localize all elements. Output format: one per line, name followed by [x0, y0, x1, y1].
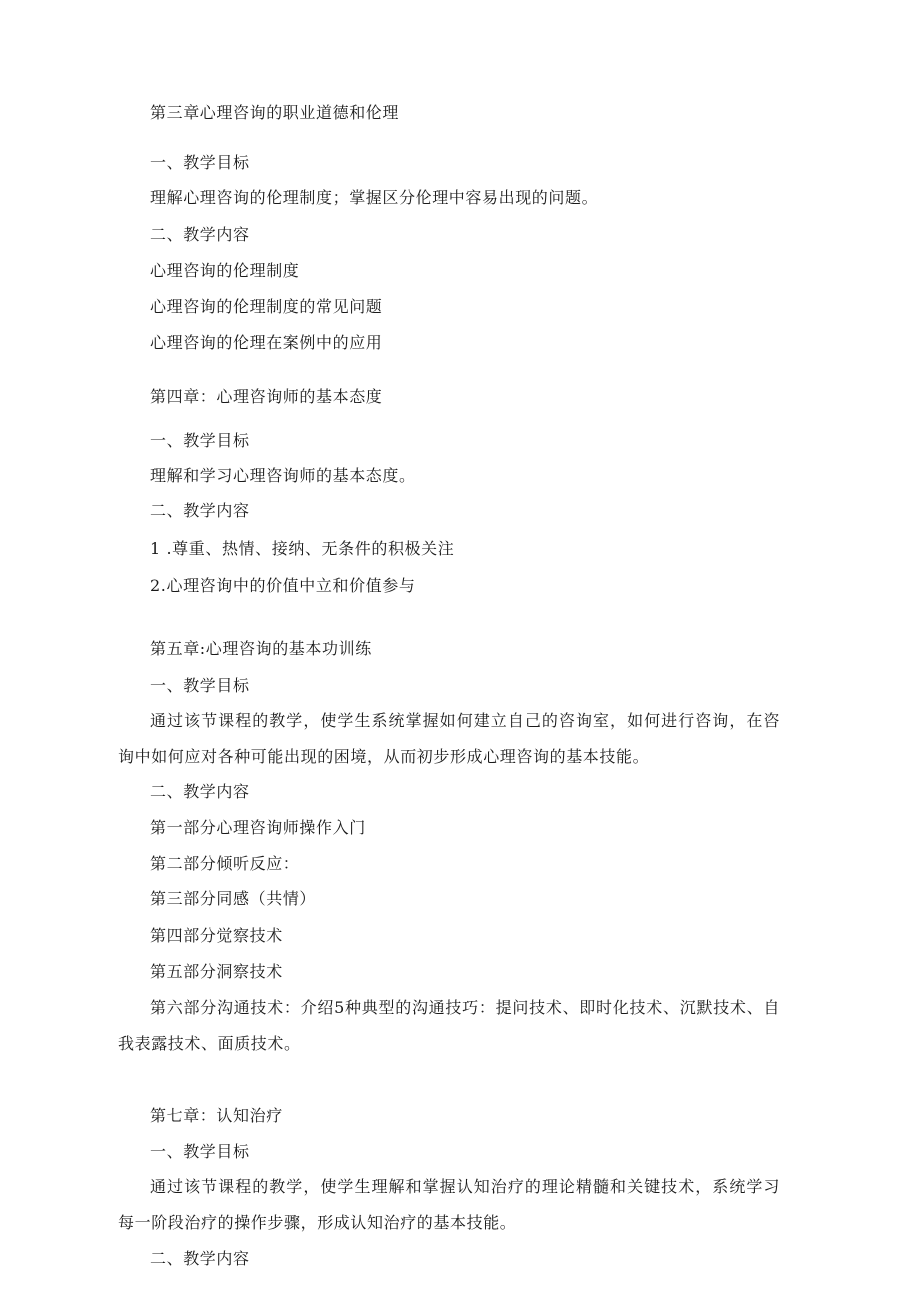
list-item: 第六部分沟通技术：介绍5种典型的沟通技巧：提问技术、即时化技术、沉默技术、自我表露技术、面质技术。: [118, 998, 780, 1053]
section-heading: 二、教学内容: [150, 782, 250, 801]
chapter-title: 第三章心理咨询的职业道德和伦理: [150, 103, 400, 122]
section-heading: 二、教学内容: [150, 1249, 250, 1268]
section-heading: 一、教学目标: [150, 676, 250, 695]
paragraph: 理解心理咨询的伦理制度；掌握区分伦理中容易出现的问题。: [150, 188, 599, 207]
list-item: 1 .尊重、热情、接纳、无条件的积极关注: [150, 539, 455, 558]
list-item: 第二部分倾听反应：: [150, 854, 300, 873]
paragraph: 通过该节课程的教学，使学生理解和掌握认知治疗的理论精髓和关键技术，系统学习每一阶段治疗的操作步骤，形成认知治疗的基本技能。: [118, 1177, 780, 1232]
chapter-title: 第五章:心理咨询的基本功训练: [150, 639, 372, 658]
list-item: 第一部分心理咨询师操作入门: [150, 818, 366, 837]
section-heading: 二、教学内容: [150, 501, 250, 520]
list-item: 第四部分觉察技术: [150, 926, 283, 945]
section-heading: 一、教学目标: [150, 431, 250, 450]
paragraph: 通过该节课程的教学，使学生系统掌握如何建立自己的咨询室，如何进行咨询，在咨询中如何应对各种可能出现的困境，从而初步形成心理咨询的基本技能。: [118, 711, 780, 766]
chapter-title: 第七章：认知治疗: [150, 1106, 283, 1125]
list-item: 心理咨询的伦理在案例中的应用: [150, 333, 383, 352]
chapter-title: 第四章：心理咨询师的基本态度: [150, 387, 383, 406]
section-heading: 一、教学目标: [150, 153, 250, 172]
list-item: 2.心理咨询中的价值中立和价值参与: [150, 576, 416, 595]
section-heading: 二、教学内容: [150, 225, 250, 244]
list-item: 心理咨询的伦理制度的常见问题: [150, 297, 383, 316]
section-heading: 一、教学目标: [150, 1142, 250, 1161]
list-item: 心理咨询的伦理制度: [150, 261, 300, 280]
paragraph: 理解和学习心理咨询师的基本态度。: [150, 466, 416, 485]
list-item: 第三部分同感（共情）: [150, 889, 317, 908]
list-item: 第五部分洞察技术: [150, 962, 283, 981]
